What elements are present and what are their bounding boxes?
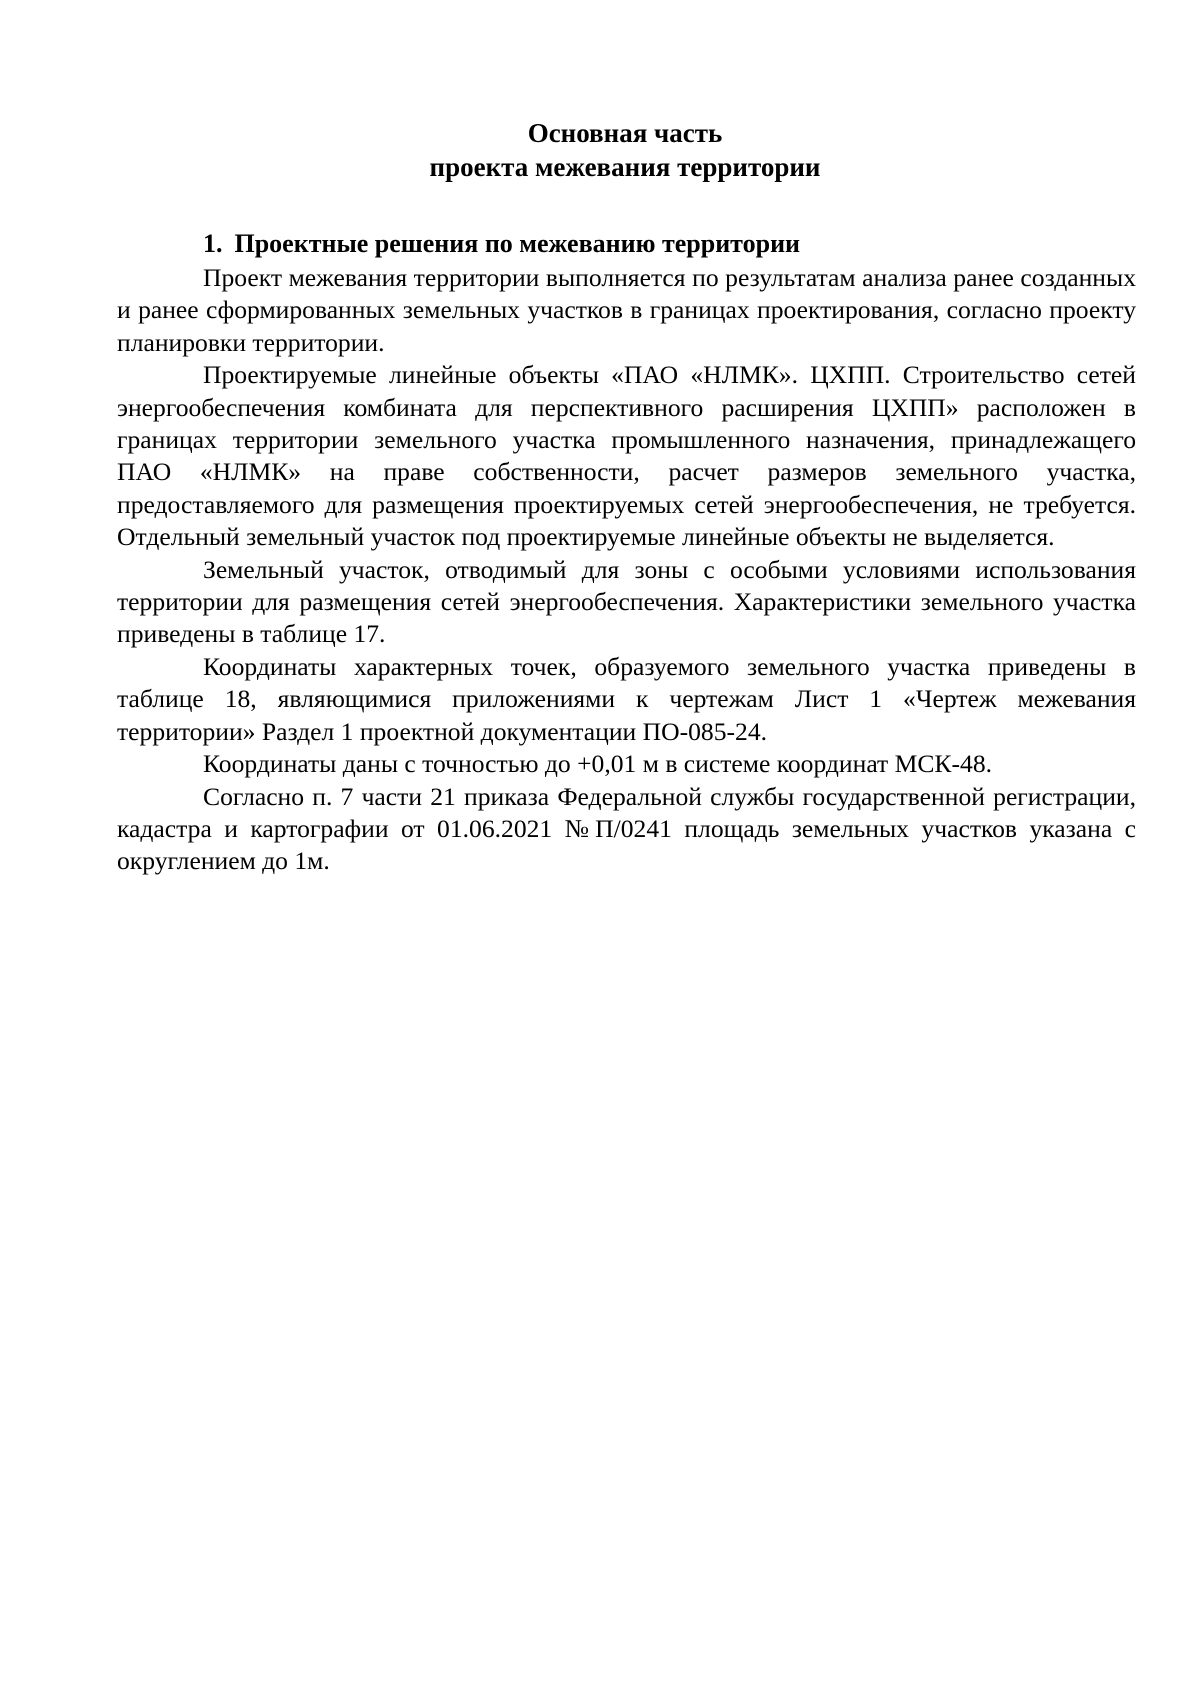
paragraph: Координаты характерных точек, образуемого земельного участка приведены в таблице 18, являющимися приложениями к чертежам Лист 1 «Чертеж межевания территории» Раздел 1 проектной документации ПО-085-24. (117, 651, 1136, 746)
section-heading-text: Проектные решения по межеванию территории (234, 229, 801, 258)
section-body (117, 262, 1136, 878)
paragraph: Согласно п. 7 части 21 приказа Федеральной службы государственной регистрации, кадастра и картографии от 01.06.2021 №П/0241 площадь земельных участков указана с округлением до 1м. (117, 781, 1136, 876)
section-number: 1. (203, 229, 223, 258)
section-heading (203, 228, 800, 260)
paragraph: Проектируемые линейные объекты «ПАО «НЛМК». ЦХПП. Строительство сетей энергообеспечения комбината для перспективного расширения ЦХПП» расположен в границах территории земельного участка промышленного назначения, принадлежащего ПАО «НЛМК» на праве собственности, расчет размеров земельного участка, предоставляемого для размещения проектируемых сетей энергообеспечения, не требуется. Отдельный земельный участок под проектируемые линейные объекты не выделяется. (117, 360, 1136, 552)
title-line-1: Основная часть (527, 118, 723, 148)
document-title (0, 116, 1200, 184)
paragraph: Координаты даны с точностью до +0,01 м в системе координат МСК-48. (203, 749, 993, 779)
paragraph: Проект межевания территории выполняется по результатам анализа ранее созданных и ранее сформированных земельных участков в границах проектирования, согласно проекту планировки территории. (117, 263, 1136, 357)
paragraph: Земельный участок, отводимый для зоны с особыми условиями использования территории для размещения сетей энергообеспечения. Характеристики земельного участка приведены в таблице 17. (117, 554, 1136, 649)
title-line-2: проекта межевания территории (429, 152, 821, 182)
